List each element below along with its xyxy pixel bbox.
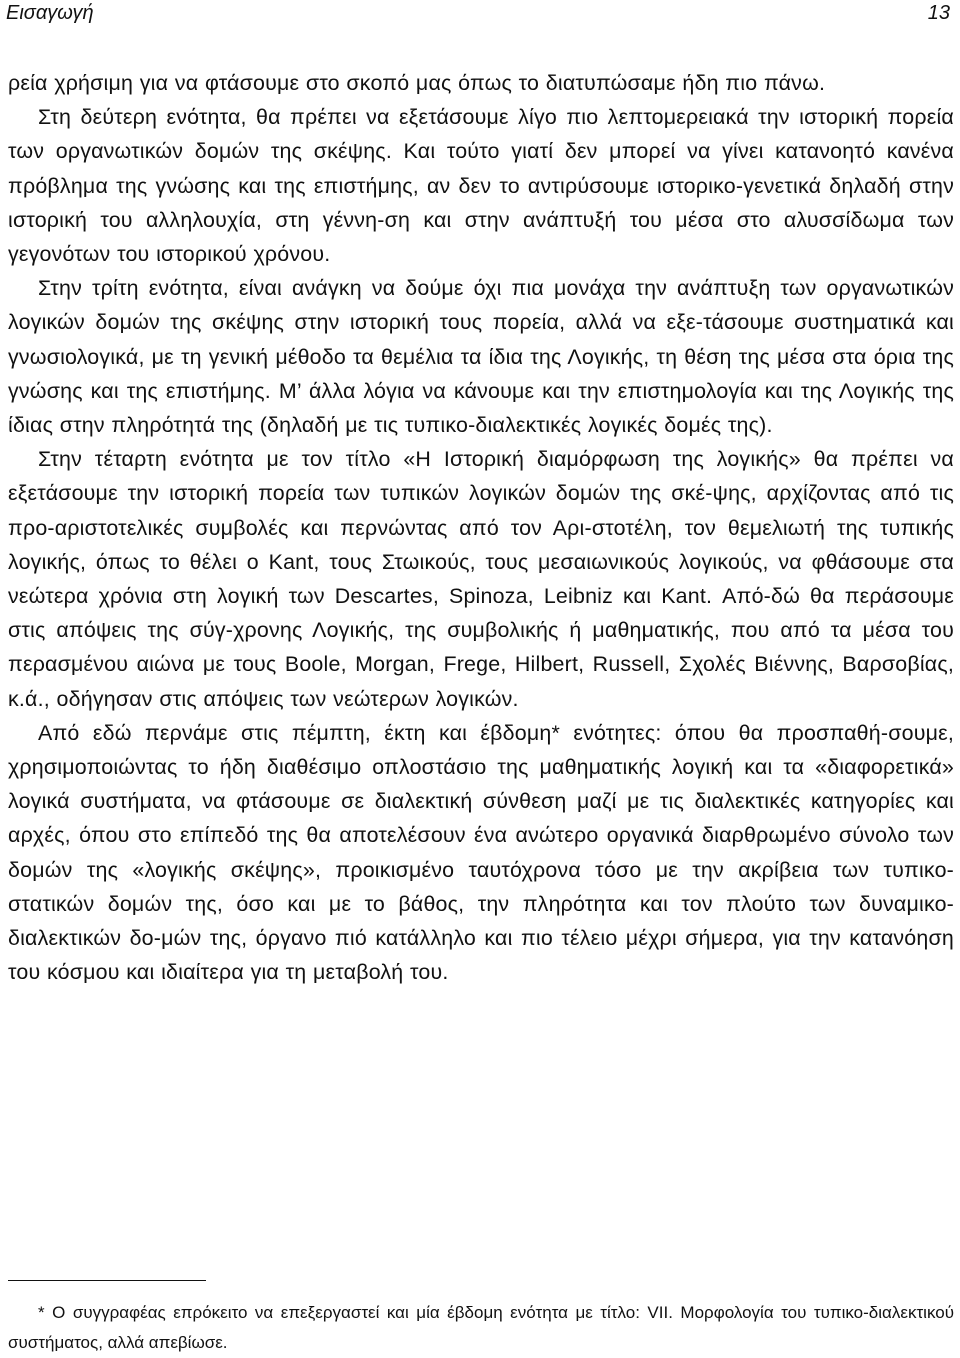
paragraph-fifth-to-seventh-sections: Από εδώ περνάμε στις πέμπτη, έκτη και έβδομη* ενότητες: όπου θα προσπαθή-σουμε, χρησιμοποιώντας το ήδη διαθέσιμο οπλοστάσιο της μαθηματικής λογική και τα «διαφορετικά» λογικά συστήματα, να φτάσουμε σε διαλεκτική σύνθεση μαζί με τις διαλεκτικές κατηγορίες και αρχές, όπου στο επίπεδό της θα αποτελέσουν ένα ανώτερο οργανικά διαρθρωμένο σύνολο των δομών της «λογικής σκέψης», προικισμένο ταυτόχρονα τόσο με την ακρίβεια των τυπικο-στατικών δομών της, όσο και με το βάθος, την πληρότητα και τον πλούτο των δυναμικο-διαλεκτικών δο-μών της, όργανο πιό κατάλληλο και πιο τέλειο μέχρι σήμερα, για την κατανόηση του κόσμου και ιδιαίτερα για τη μεταβολή του. [8,720,954,985]
body-text [8,66,954,989]
paragraph-second-section: Στη δεύτερη ενότητα, θα πρέπει να εξετάσουμε λίγο πιο λεπτομερειακά την ιστορική πορεία των οργανωτικών δομών της σκέψης. Και τούτο γιατί δεν μπορεί να γίνει κατανοητό κανένα πρόβλημα της γνώσης και της επιστήμης, αν δεν το αντιρύσουμε ιστορικο-γενετικά δηλαδή στην ιστορική του αλληλουχία, στη γέννη-ση και στην ανάπτυξή του μέσα στο αλυσσίδωμα των γεγονότων του ιστορικού χρόνου. [8,105,954,267]
paragraph-fourth-section: Στην τέταρτη ενότητα με τον τίτλο «Η Ιστορική διαμόρφωση της λογικής» θα πρέπει να εξετάσουμε την ιστορική πορεία των τυπικών λογικών δομών της σκέ-ψης, αρχίζοντας από τις προ-αριστοτελικές συμβολές και περνώντας από τον Αρι-στοτέλη, τον θεμελιωτή της τυπικής λογικής, όπως το θέλει ο Kant, τους Στωικούς, τους μεσαιωνικούς λογικούς, να φθάσουμε στα νεώτερα χρόνια στη λογική των Descartes, Spinoza, Leibniz και Kant. Από-δώ θα περάσουμε στις απόψεις της σύγ-χρονης Λογικής, της συμβολικής ή μαθηματικής, που από τα μέσα του περασμένου αιώνα με τους Boole, Morgan, Frege, Hilbert, Russell, Σχολές Βιέννης, Βαρσοβίας, κ.ά., οδήγησαν στις απόψεις των νεώτερων λογικών. [8,447,954,711]
page-number: 13 [927,2,950,24]
paragraph-continuation: ρεία χρήσιμη για να φτάσουμε στο σκοπό μας όπως το διατυπώσαμε ήδη πιο πάνω. [8,71,826,95]
footnote-divider [8,1280,206,1281]
paragraph-third-section: Στην τρίτη ενότητα, είναι ανάγκη να δούμε όχι πια μονάχα την ανάπτυξη των οργανωτικών λογικών δομών της σκέψης στην ιστορική τους πορεία, αλλά να εξε-τάσουμε συστηματικά και γνωσιολογικά, με τη γενική μέθοδο τα θεμέλια τα ίδια της Λογικής, τη θέση της μέσα στα όρια της γνώσης και της επιστήμης. Μ’ άλλα λόγια να κάνουμε και την επιστημολογία και της Λογικής της ίδιας στην πληρότητά της (δηλαδή με τις τυπικο-διαλεκτικές λογικές δομές της). [8,276,954,438]
running-header [6,2,954,30]
footnote: * Ο συγγραφέας επρόκειτο να επεξεργαστεί και μία έβδομη ενότητα με τίτλο: VII. Μορφολογία του τυπικο-διαλεκτικού συστήματος, αλλά απεβίωσε. [8,1303,954,1352]
chapter-running-title: Εισαγωγή [6,2,94,24]
